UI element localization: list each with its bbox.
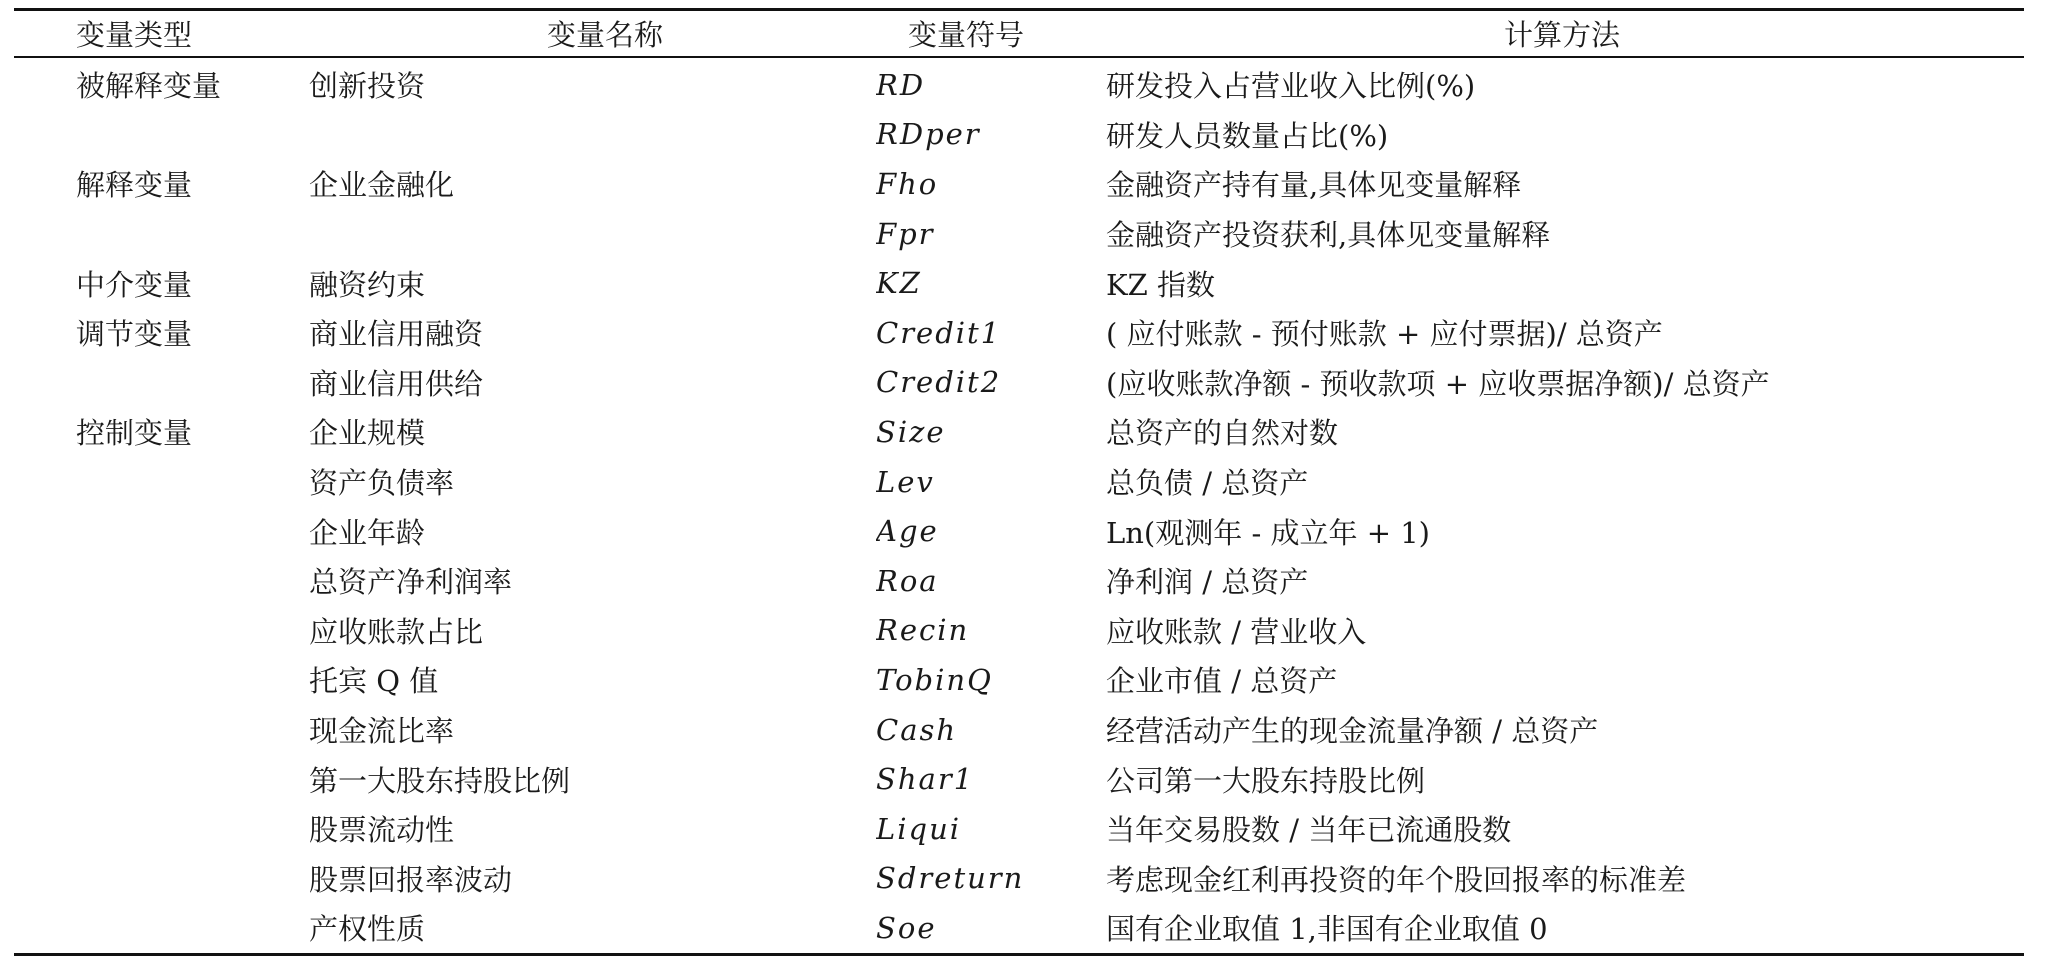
variable-definition-table bbox=[14, 8, 2024, 956]
cell-variable-symbol: RDper bbox=[876, 117, 981, 152]
table-body bbox=[14, 57, 2024, 954]
cell-calculation-method: 国有企业取值 1,非国有企业取值 0 bbox=[1106, 912, 1548, 947]
table-header bbox=[14, 10, 2024, 58]
cell-calculation-method: KZ 指数 bbox=[1106, 267, 1216, 302]
cell-variable-symbol: RD bbox=[876, 67, 926, 102]
cell-variable-type bbox=[14, 655, 309, 705]
cell-calculation-method: 研发投入占营业收入比例(%) bbox=[1106, 69, 1476, 104]
cell-variable-name: 商业信用融资 bbox=[309, 317, 484, 352]
cell-calculation-method: ( 应付账款 - 预付账款 + 应付票据)/ 总资产 bbox=[1106, 317, 1663, 352]
table-row bbox=[14, 754, 2024, 804]
cell-variable-name: 托宾 Q 值 bbox=[309, 664, 439, 699]
cell-variable-type: 解释变量 bbox=[76, 168, 193, 203]
cell-variable-type bbox=[14, 556, 309, 606]
cell-variable-symbol: Shar1 bbox=[876, 762, 975, 797]
cell-variable-symbol: Soe bbox=[876, 910, 937, 945]
cell-variable-type bbox=[14, 903, 309, 954]
cell-variable-type: 调节变量 bbox=[76, 317, 193, 352]
cell-variable-symbol: Liqui bbox=[876, 811, 962, 846]
cell-calculation-method: Ln(观测年 - 成立年 + 1) bbox=[1106, 515, 1430, 550]
cell-variable-name bbox=[309, 209, 876, 259]
table-row bbox=[14, 804, 2024, 854]
cell-variable-type bbox=[14, 358, 309, 408]
cell-calculation-method: 总负债 / 总资产 bbox=[1106, 466, 1309, 501]
table-row bbox=[14, 457, 2024, 507]
cell-calculation-method: 公司第一大股东持股比例 bbox=[1106, 763, 1426, 798]
cell-variable-symbol: Roa bbox=[876, 563, 939, 598]
cell-variable-name: 企业年龄 bbox=[309, 515, 426, 550]
cell-variable-symbol: Fpr bbox=[876, 216, 935, 251]
table-row bbox=[14, 606, 2024, 656]
cell-variable-name: 资产负债率 bbox=[309, 466, 455, 501]
cell-variable-type: 控制变量 bbox=[76, 416, 193, 451]
cell-variable-name: 产权性质 bbox=[309, 912, 426, 947]
cell-calculation-method: 净利润 / 总资产 bbox=[1106, 565, 1309, 600]
table-row bbox=[14, 110, 2024, 160]
cell-variable-type: 中介变量 bbox=[76, 267, 193, 302]
cell-calculation-method: (应收账款净额 - 预收款项 + 应收票据净额)/ 总资产 bbox=[1106, 366, 1770, 401]
cell-variable-symbol: TobinQ bbox=[876, 662, 993, 697]
cell-variable-name: 股票流动性 bbox=[309, 813, 455, 848]
cell-variable-type bbox=[14, 705, 309, 755]
cell-variable-symbol: Credit2 bbox=[876, 365, 1002, 400]
cell-variable-symbol: Recin bbox=[876, 613, 970, 648]
cell-calculation-method: 金融资产投资获利,具体见变量解释 bbox=[1106, 218, 1551, 253]
header-calculation-method: 计算方法 bbox=[1504, 18, 1621, 52]
table-row bbox=[14, 655, 2024, 705]
cell-variable-type bbox=[14, 209, 309, 259]
header-variable-type: 变量类型 bbox=[76, 18, 193, 52]
table-row bbox=[14, 854, 2024, 904]
cell-variable-name: 应收账款占比 bbox=[309, 614, 484, 649]
cell-variable-name: 现金流比率 bbox=[309, 714, 455, 749]
header-row bbox=[14, 10, 2024, 58]
table-row bbox=[14, 556, 2024, 606]
cell-variable-type bbox=[14, 110, 309, 160]
cell-variable-type bbox=[14, 804, 309, 854]
table-row bbox=[14, 903, 2024, 954]
cell-variable-symbol: Lev bbox=[876, 464, 935, 499]
cell-variable-name: 企业金融化 bbox=[309, 168, 455, 203]
cell-calculation-method: 考虑现金红利再投资的年个股回报率的标准差 bbox=[1106, 862, 1687, 897]
table-row bbox=[14, 506, 2024, 556]
header-variable-name: 变量名称 bbox=[547, 18, 664, 52]
table-row bbox=[14, 159, 2024, 209]
cell-variable-name: 第一大股东持股比例 bbox=[309, 763, 571, 798]
cell-calculation-method: 研发人员数量占比(%) bbox=[1106, 118, 1389, 153]
cell-calculation-method: 当年交易股数 / 当年已流通股数 bbox=[1106, 813, 1512, 848]
cell-variable-name: 商业信用供给 bbox=[309, 366, 484, 401]
cell-calculation-method: 企业市值 / 总资产 bbox=[1106, 664, 1338, 699]
cell-variable-symbol: Age bbox=[876, 514, 939, 549]
cell-calculation-method: 总资产的自然对数 bbox=[1106, 416, 1339, 451]
cell-variable-type: 被解释变量 bbox=[76, 69, 222, 104]
cell-variable-name: 股票回报率波动 bbox=[309, 862, 513, 897]
table-row bbox=[14, 209, 2024, 259]
table-row bbox=[14, 308, 2024, 358]
cell-calculation-method: 经营活动产生的现金流量净额 / 总资产 bbox=[1106, 714, 1599, 749]
table-row bbox=[14, 407, 2024, 457]
cell-variable-symbol: Fho bbox=[876, 166, 939, 201]
cell-variable-type bbox=[14, 506, 309, 556]
cell-variable-symbol: Cash bbox=[876, 712, 958, 747]
table-row bbox=[14, 57, 2024, 110]
cell-calculation-method: 金融资产持有量,具体见变量解释 bbox=[1106, 168, 1522, 203]
cell-variable-type bbox=[14, 457, 309, 507]
table-row bbox=[14, 358, 2024, 408]
cell-variable-name: 创新投资 bbox=[309, 69, 426, 104]
cell-variable-name: 总资产净利润率 bbox=[309, 565, 513, 600]
cell-variable-name bbox=[309, 110, 876, 160]
cell-variable-symbol: Credit1 bbox=[876, 315, 1002, 350]
cell-variable-name: 企业规模 bbox=[309, 416, 426, 451]
cell-variable-symbol: Size bbox=[876, 414, 946, 449]
table-row bbox=[14, 258, 2024, 308]
cell-variable-symbol: Sdreturn bbox=[876, 861, 1025, 896]
table-row bbox=[14, 705, 2024, 755]
cell-variable-name: 融资约束 bbox=[309, 267, 426, 302]
cell-variable-type bbox=[14, 754, 309, 804]
cell-variable-symbol: KZ bbox=[876, 266, 922, 301]
cell-calculation-method: 应收账款 / 营业收入 bbox=[1106, 614, 1367, 649]
cell-variable-type bbox=[14, 854, 309, 904]
cell-variable-type bbox=[14, 606, 309, 656]
header-variable-symbol: 变量符号 bbox=[908, 18, 1025, 52]
